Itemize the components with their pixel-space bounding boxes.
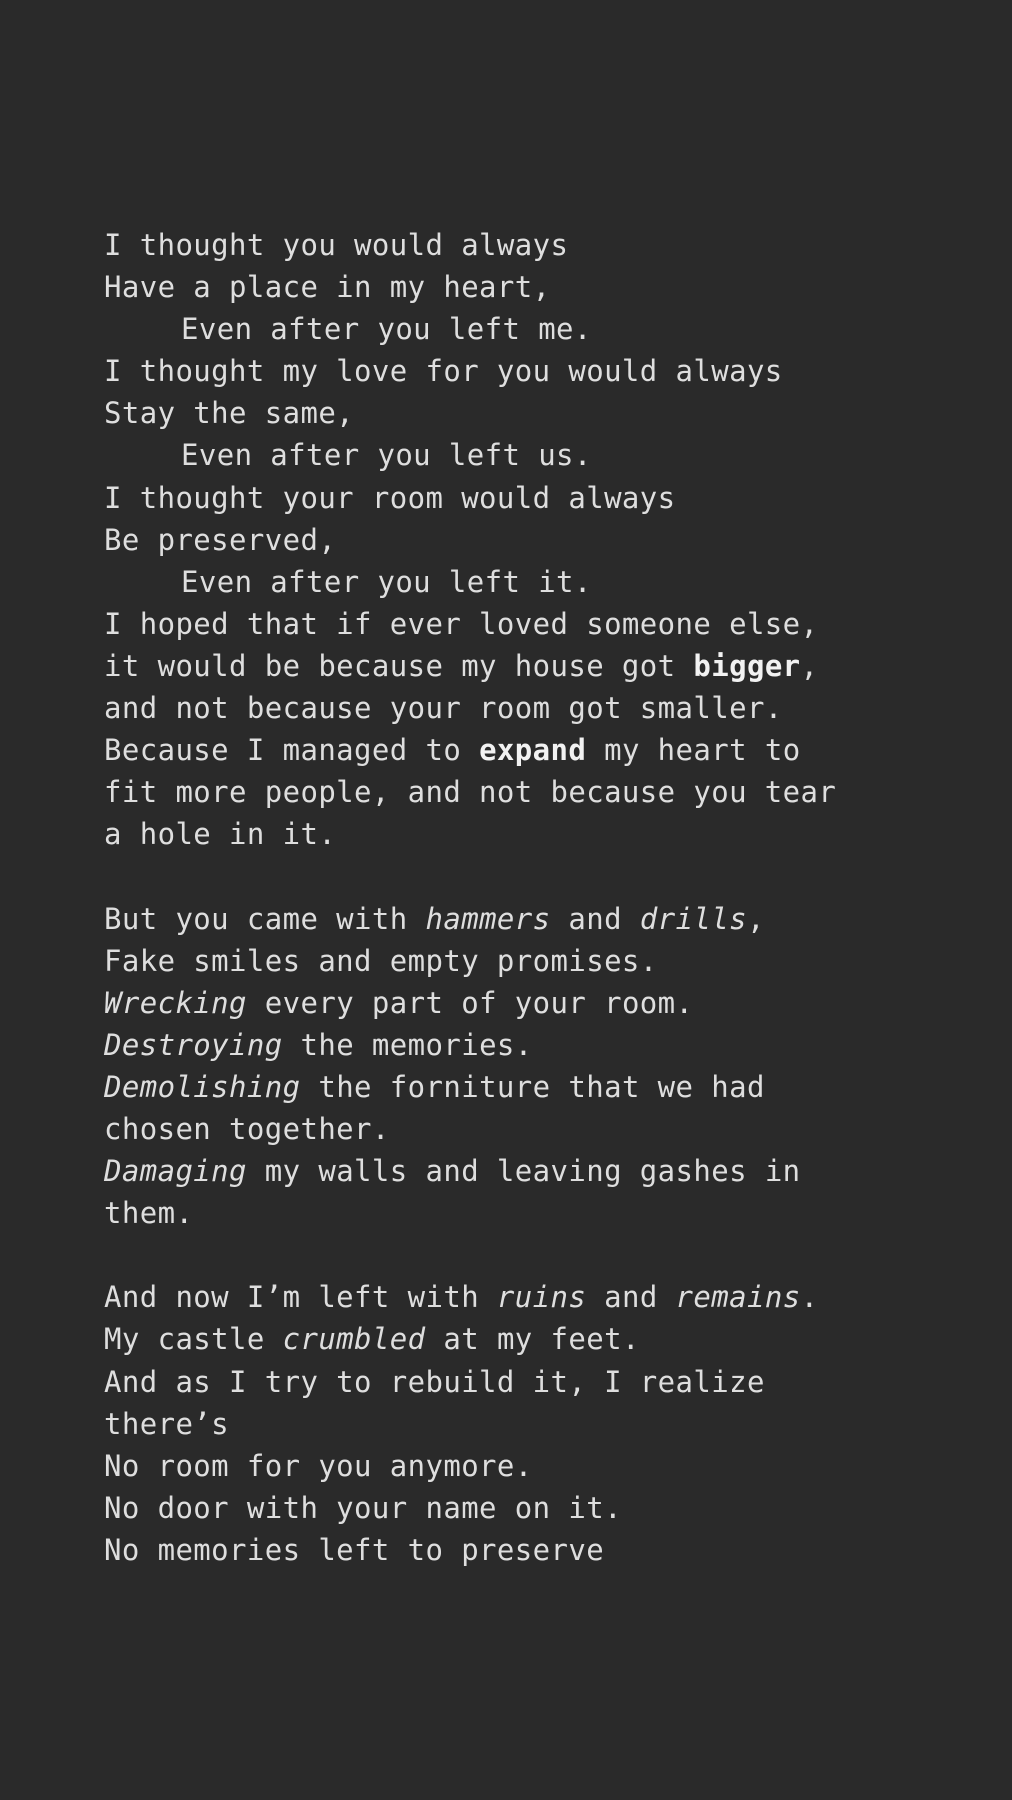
stanza-break — [104, 855, 984, 897]
line-text: it would be because my house got — [104, 648, 694, 683]
poem-line — [104, 1403, 984, 1445]
line-text: But you came with — [104, 901, 426, 936]
line-text: Because I managed to — [104, 733, 480, 768]
poem-line — [104, 224, 984, 266]
italic-word: hammers — [425, 901, 551, 936]
line-text: the memories. — [282, 1027, 533, 1062]
italic-word: Destroying — [104, 1027, 283, 1062]
line-text: fit more people, and not because you tear — [104, 775, 837, 810]
italic-word: crumbled — [282, 1322, 426, 1357]
poem-line — [104, 1150, 984, 1192]
poem-line — [104, 1487, 984, 1529]
poem-line — [104, 645, 984, 687]
poem-line — [104, 729, 984, 771]
poem-line — [104, 308, 984, 350]
poem-line — [104, 1066, 984, 1108]
italic-word: drills — [639, 901, 747, 936]
line-text: my walls and leaving gashes in — [246, 1154, 801, 1189]
line-text: Even after you left us. — [181, 438, 592, 473]
line-text: My castle — [104, 1322, 283, 1357]
italic-word: Damaging — [104, 1154, 247, 1189]
line-text: chosen together. — [104, 1111, 390, 1146]
line-text: Stay the same, — [104, 396, 355, 431]
line-text: Even after you left it. — [181, 564, 592, 599]
line-text: Be preserved, — [104, 522, 337, 557]
stanza-break — [104, 1234, 984, 1276]
line-text: them. — [104, 1196, 194, 1231]
line-text: Fake smiles and empty promises. — [104, 943, 658, 978]
poem-line — [104, 434, 984, 476]
poem-line — [104, 1361, 984, 1403]
line-text: every part of your room. — [246, 985, 694, 1020]
line-text: Even after you left me. — [181, 312, 592, 347]
line-text: and — [550, 901, 640, 936]
italic-word: remains — [675, 1280, 801, 1315]
poem-line — [104, 1445, 984, 1487]
line-text: No memories left to preserve — [104, 1532, 605, 1567]
poem-line — [104, 898, 984, 940]
line-text: I hoped that if ever loved someone else, — [104, 606, 819, 641]
line-text: I thought my love for you would always — [104, 354, 783, 389]
poem-line — [104, 1529, 984, 1571]
line-text: a hole in it. — [104, 817, 337, 852]
line-text: , — [747, 901, 765, 936]
poem-text — [104, 224, 984, 1571]
line-text: and not because your room got smaller. — [104, 691, 783, 726]
bold-word: expand — [479, 733, 587, 768]
poem-line — [104, 266, 984, 308]
poem-line — [104, 687, 984, 729]
bold-word: bigger — [693, 648, 801, 683]
poem-line — [104, 1318, 984, 1360]
poem-line — [104, 477, 984, 519]
poem-line — [104, 771, 984, 813]
poem-line — [104, 1024, 984, 1066]
poem-line — [104, 350, 984, 392]
poem-line — [104, 1192, 984, 1234]
line-text: there’s — [104, 1406, 230, 1441]
italic-word: Wrecking — [104, 985, 247, 1020]
poem-line — [104, 519, 984, 561]
poem-line — [104, 603, 984, 645]
line-text: , — [800, 648, 819, 683]
line-text: No door with your name on it. — [104, 1490, 622, 1525]
poem-line — [104, 561, 984, 603]
line-text: my heart to — [586, 733, 801, 768]
poem-line — [104, 813, 984, 855]
poem-line — [104, 1276, 984, 1318]
italic-word: Demolishing — [104, 1069, 301, 1104]
line-text: I thought you would always — [104, 228, 569, 262]
poem-line — [104, 940, 984, 982]
poem-line — [104, 392, 984, 434]
poem-line — [104, 1108, 984, 1150]
line-text: And now I’m left with — [104, 1280, 497, 1315]
line-text: the forniture that we had — [300, 1069, 765, 1104]
line-text: And as I try to rebuild it, I realize — [104, 1364, 765, 1399]
italic-word: ruins — [496, 1280, 587, 1315]
line-text: No room for you anymore. — [104, 1448, 533, 1483]
line-text: Have a place in my heart, — [104, 270, 551, 305]
line-text: at my feet. — [425, 1322, 640, 1357]
line-text: I thought your room would always — [104, 480, 676, 515]
line-text: . — [800, 1280, 819, 1315]
poem-line — [104, 982, 984, 1024]
line-text: and — [586, 1280, 676, 1315]
